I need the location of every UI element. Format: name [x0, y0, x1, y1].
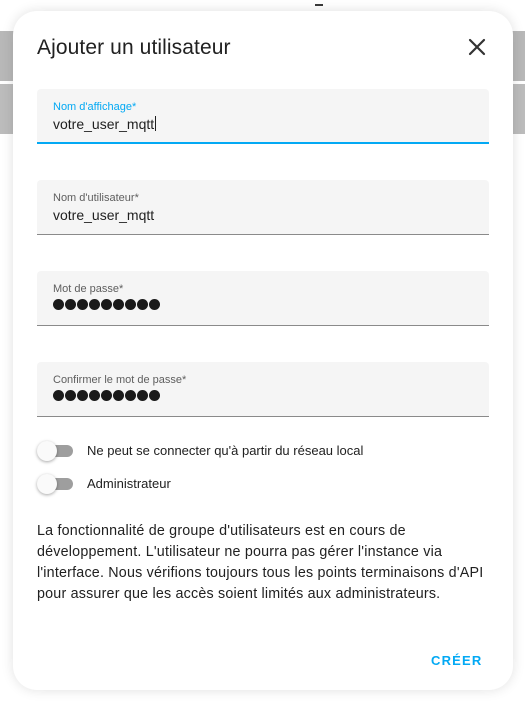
password-dot	[149, 299, 160, 310]
password-dot	[101, 299, 112, 310]
create-button[interactable]: CRÉER	[431, 653, 483, 668]
text-caret	[155, 116, 156, 131]
password-dot	[113, 299, 124, 310]
confirm-password-label: Confirmer le mot de passe*	[53, 374, 187, 386]
display-name-field[interactable]	[37, 89, 489, 144]
password-label: Mot de passe*	[53, 283, 124, 295]
password-dot	[65, 299, 76, 310]
password-dots	[53, 299, 160, 310]
local-only-label: Ne peut se connecter qu'à partir du réseau local	[87, 443, 364, 458]
username-value: votre_user_mqtt	[53, 207, 155, 223]
local-only-switch[interactable]	[37, 441, 75, 461]
username-label: Nom d'utilisateur*	[53, 192, 139, 204]
admin-label: Administrateur	[87, 476, 171, 491]
switch-thumb	[37, 441, 57, 461]
local-only-row	[37, 439, 489, 463]
close-icon	[463, 33, 491, 61]
password-dot	[137, 390, 148, 401]
admin-row	[37, 472, 489, 496]
password-dot	[53, 390, 64, 401]
password-dot	[89, 390, 100, 401]
confirm-password-dots	[53, 390, 160, 401]
admin-switch[interactable]	[37, 474, 75, 494]
password-dot	[77, 299, 88, 310]
switch-thumb	[37, 474, 57, 494]
password-dot	[101, 390, 112, 401]
password-dot	[89, 299, 100, 310]
password-dot	[113, 390, 124, 401]
password-dot	[125, 299, 136, 310]
password-dot	[65, 390, 76, 401]
username-field[interactable]	[37, 180, 489, 235]
background-minus-mark	[315, 4, 323, 6]
display-name-label: Nom d'affichage*	[53, 101, 137, 113]
close-button[interactable]	[463, 33, 491, 61]
display-name-value	[53, 116, 156, 132]
password-dot	[137, 299, 148, 310]
confirm-password-field[interactable]	[37, 362, 489, 417]
dialog-title: Ajouter un utilisateur	[37, 36, 231, 59]
password-dot	[125, 390, 136, 401]
display-name-text: votre_user_mqtt	[53, 116, 155, 132]
add-user-dialog	[13, 11, 513, 690]
password-dot	[77, 390, 88, 401]
info-text: La fonctionnalité de groupe d'utilisateurs est en cours de développement. L'utilisateur ne pourra pas gérer l'instance via l'interface. Nous vérifions toujours tous les points terminaisons d'API pour assurer que les accès soient limités aux administrateurs.	[37, 523, 484, 602]
password-dot	[149, 390, 160, 401]
password-field[interactable]	[37, 271, 489, 326]
password-dot	[53, 299, 64, 310]
